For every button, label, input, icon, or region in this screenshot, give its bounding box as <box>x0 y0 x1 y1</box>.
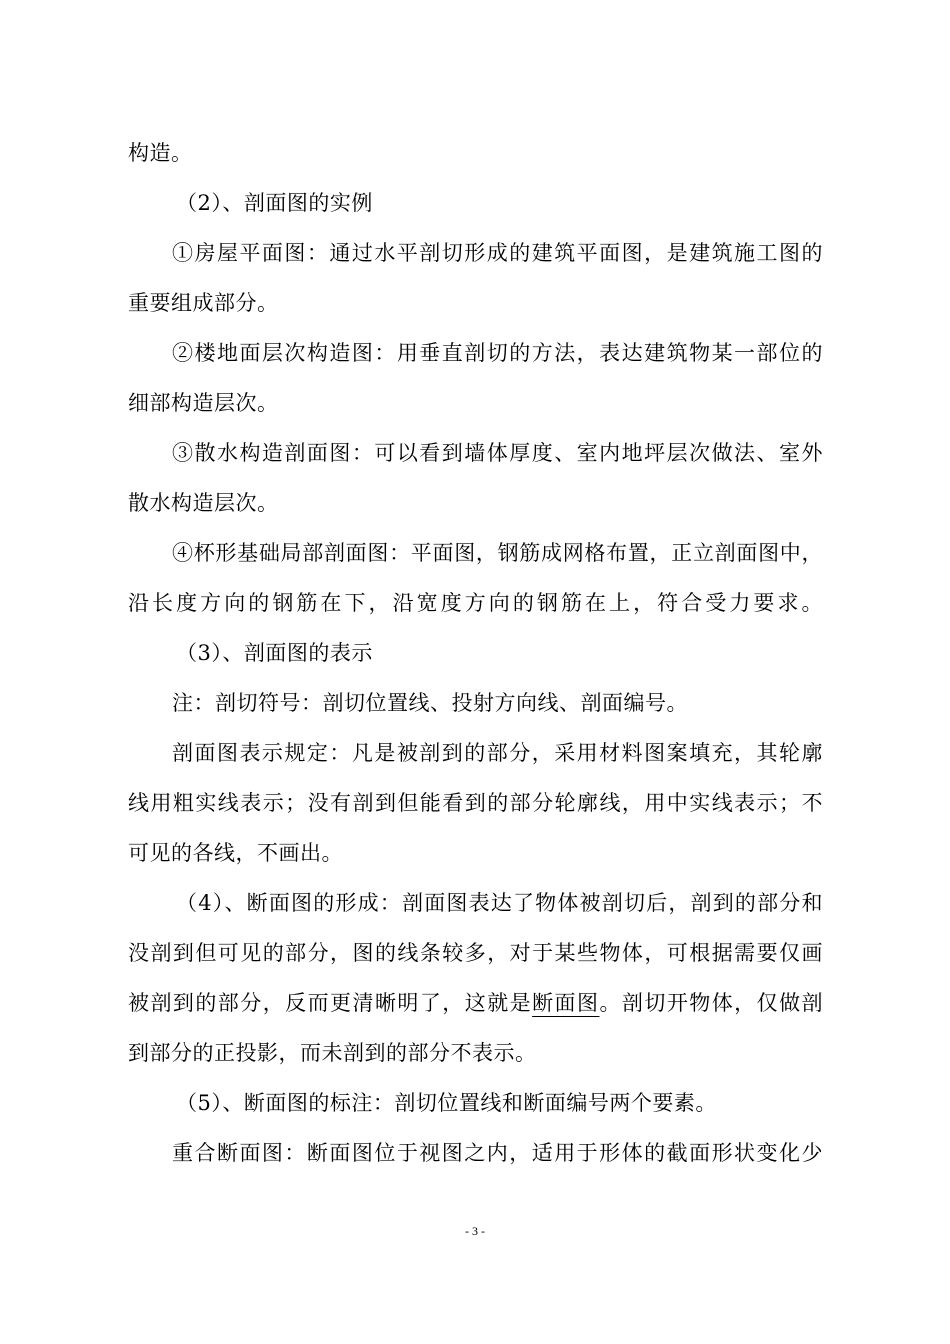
paragraph-line: ④杯形基础局部剖面图：平面图，钢筋成网格布置，正立剖面图中， <box>172 541 823 565</box>
text-segment: 。剖切开物体，仅做剖 <box>599 991 824 1015</box>
paragraph-line: 可见的各线，不画出。 <box>128 841 343 865</box>
underlined-term: 断面图 <box>532 991 600 1015</box>
paragraph-line: 剖面图表示规定：凡是被剖到的部分，采用材料图案填充，其轮廓 <box>172 741 823 765</box>
paragraph-line: （5）、断面图的标注：剖切位置线和断面编号两个要素。 <box>176 1091 717 1115</box>
note-line: 注：剖切符号：剖切位置线、投射方向线、剖面编号。 <box>172 691 688 715</box>
paragraph-line: 散水构造层次。 <box>128 491 279 515</box>
paragraph-line: 没剖到但可见的部分，图的线条较多，对于某些物体，可根据需要仅画 <box>128 941 823 965</box>
paragraph-line: ③散水构造剖面图：可以看到墙体厚度、室内地坪层次做法、室外 <box>172 441 823 465</box>
paragraph-line: ②楼地面层次构造图：用垂直剖切的方法，表达建筑物某一部位的 <box>172 341 823 365</box>
text-line: 构造。 <box>128 141 193 165</box>
paragraph-line: 线用粗实线表示；没有剖到但能看到的部分轮廓线，用中实线表示；不 <box>128 791 823 815</box>
paragraph-line: （4）、断面图的形成：剖面图表达了物体被剖切后，剖到的部分和 <box>176 891 823 915</box>
paragraph-line: 重要组成部分。 <box>128 291 279 315</box>
paragraph-line: 沿长度方向的钢筋在下，沿宽度方向的钢筋在上，符合受力要求。 <box>128 591 823 615</box>
section-heading: （3）、剖面图的表示 <box>176 641 373 665</box>
paragraph-line <box>128 988 823 1018</box>
paragraph-line: ①房屋平面图：通过水平剖切形成的建筑平面图，是建筑施工图的 <box>172 241 823 265</box>
page-number: - 3 - <box>465 1224 485 1238</box>
text-segment: 被剖到的部分，反而更清晰明了，这就是 <box>128 991 533 1015</box>
section-heading: （2）、剖面图的实例 <box>176 191 373 215</box>
paragraph-line: 细部构造层次。 <box>128 391 279 415</box>
paragraph-line: 重合断面图：断面图位于视图之内，适用于形体的截面形状变化少 <box>172 1141 823 1165</box>
paragraph-line: 到部分的正投影，而未剖到的部分不表示。 <box>128 1041 537 1065</box>
